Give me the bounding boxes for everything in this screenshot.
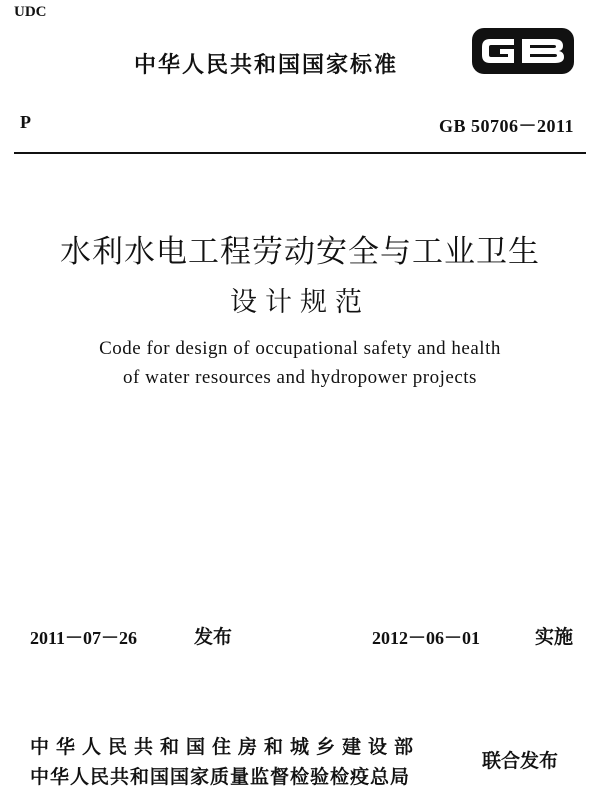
title-zh-line1: 水利水电工程劳动安全与工业卫生	[60, 234, 540, 270]
header-divider	[14, 152, 586, 154]
issuer-aqsiq: 中华人民共和国国家质量监督检验检疫总局	[30, 766, 411, 788]
issue-date: 2011－07－26	[30, 628, 138, 648]
issuer-ministry: 中华人民共和国住房和城乡建设部	[30, 736, 421, 758]
title-en	[0, 334, 600, 392]
title-en-line1: Code for design of occupational safety and health	[99, 338, 501, 359]
joint-issue-label: 联合发布	[482, 750, 559, 772]
standard-number: GB 50706－2011	[438, 116, 574, 136]
implementation-date: 2012－06－01	[372, 628, 480, 648]
gb-logo	[470, 26, 576, 76]
issue-label: 发布	[194, 626, 233, 648]
title-en-line2: of water resources and hydropower projects	[123, 367, 477, 388]
implementation-label: 实施	[535, 626, 574, 648]
udc-label: UDC	[14, 4, 47, 20]
title-zh-line2: 设计规范	[230, 287, 370, 318]
standard-type: 中华人民共和国国家标准	[134, 53, 399, 78]
classification-code: P	[20, 112, 31, 132]
